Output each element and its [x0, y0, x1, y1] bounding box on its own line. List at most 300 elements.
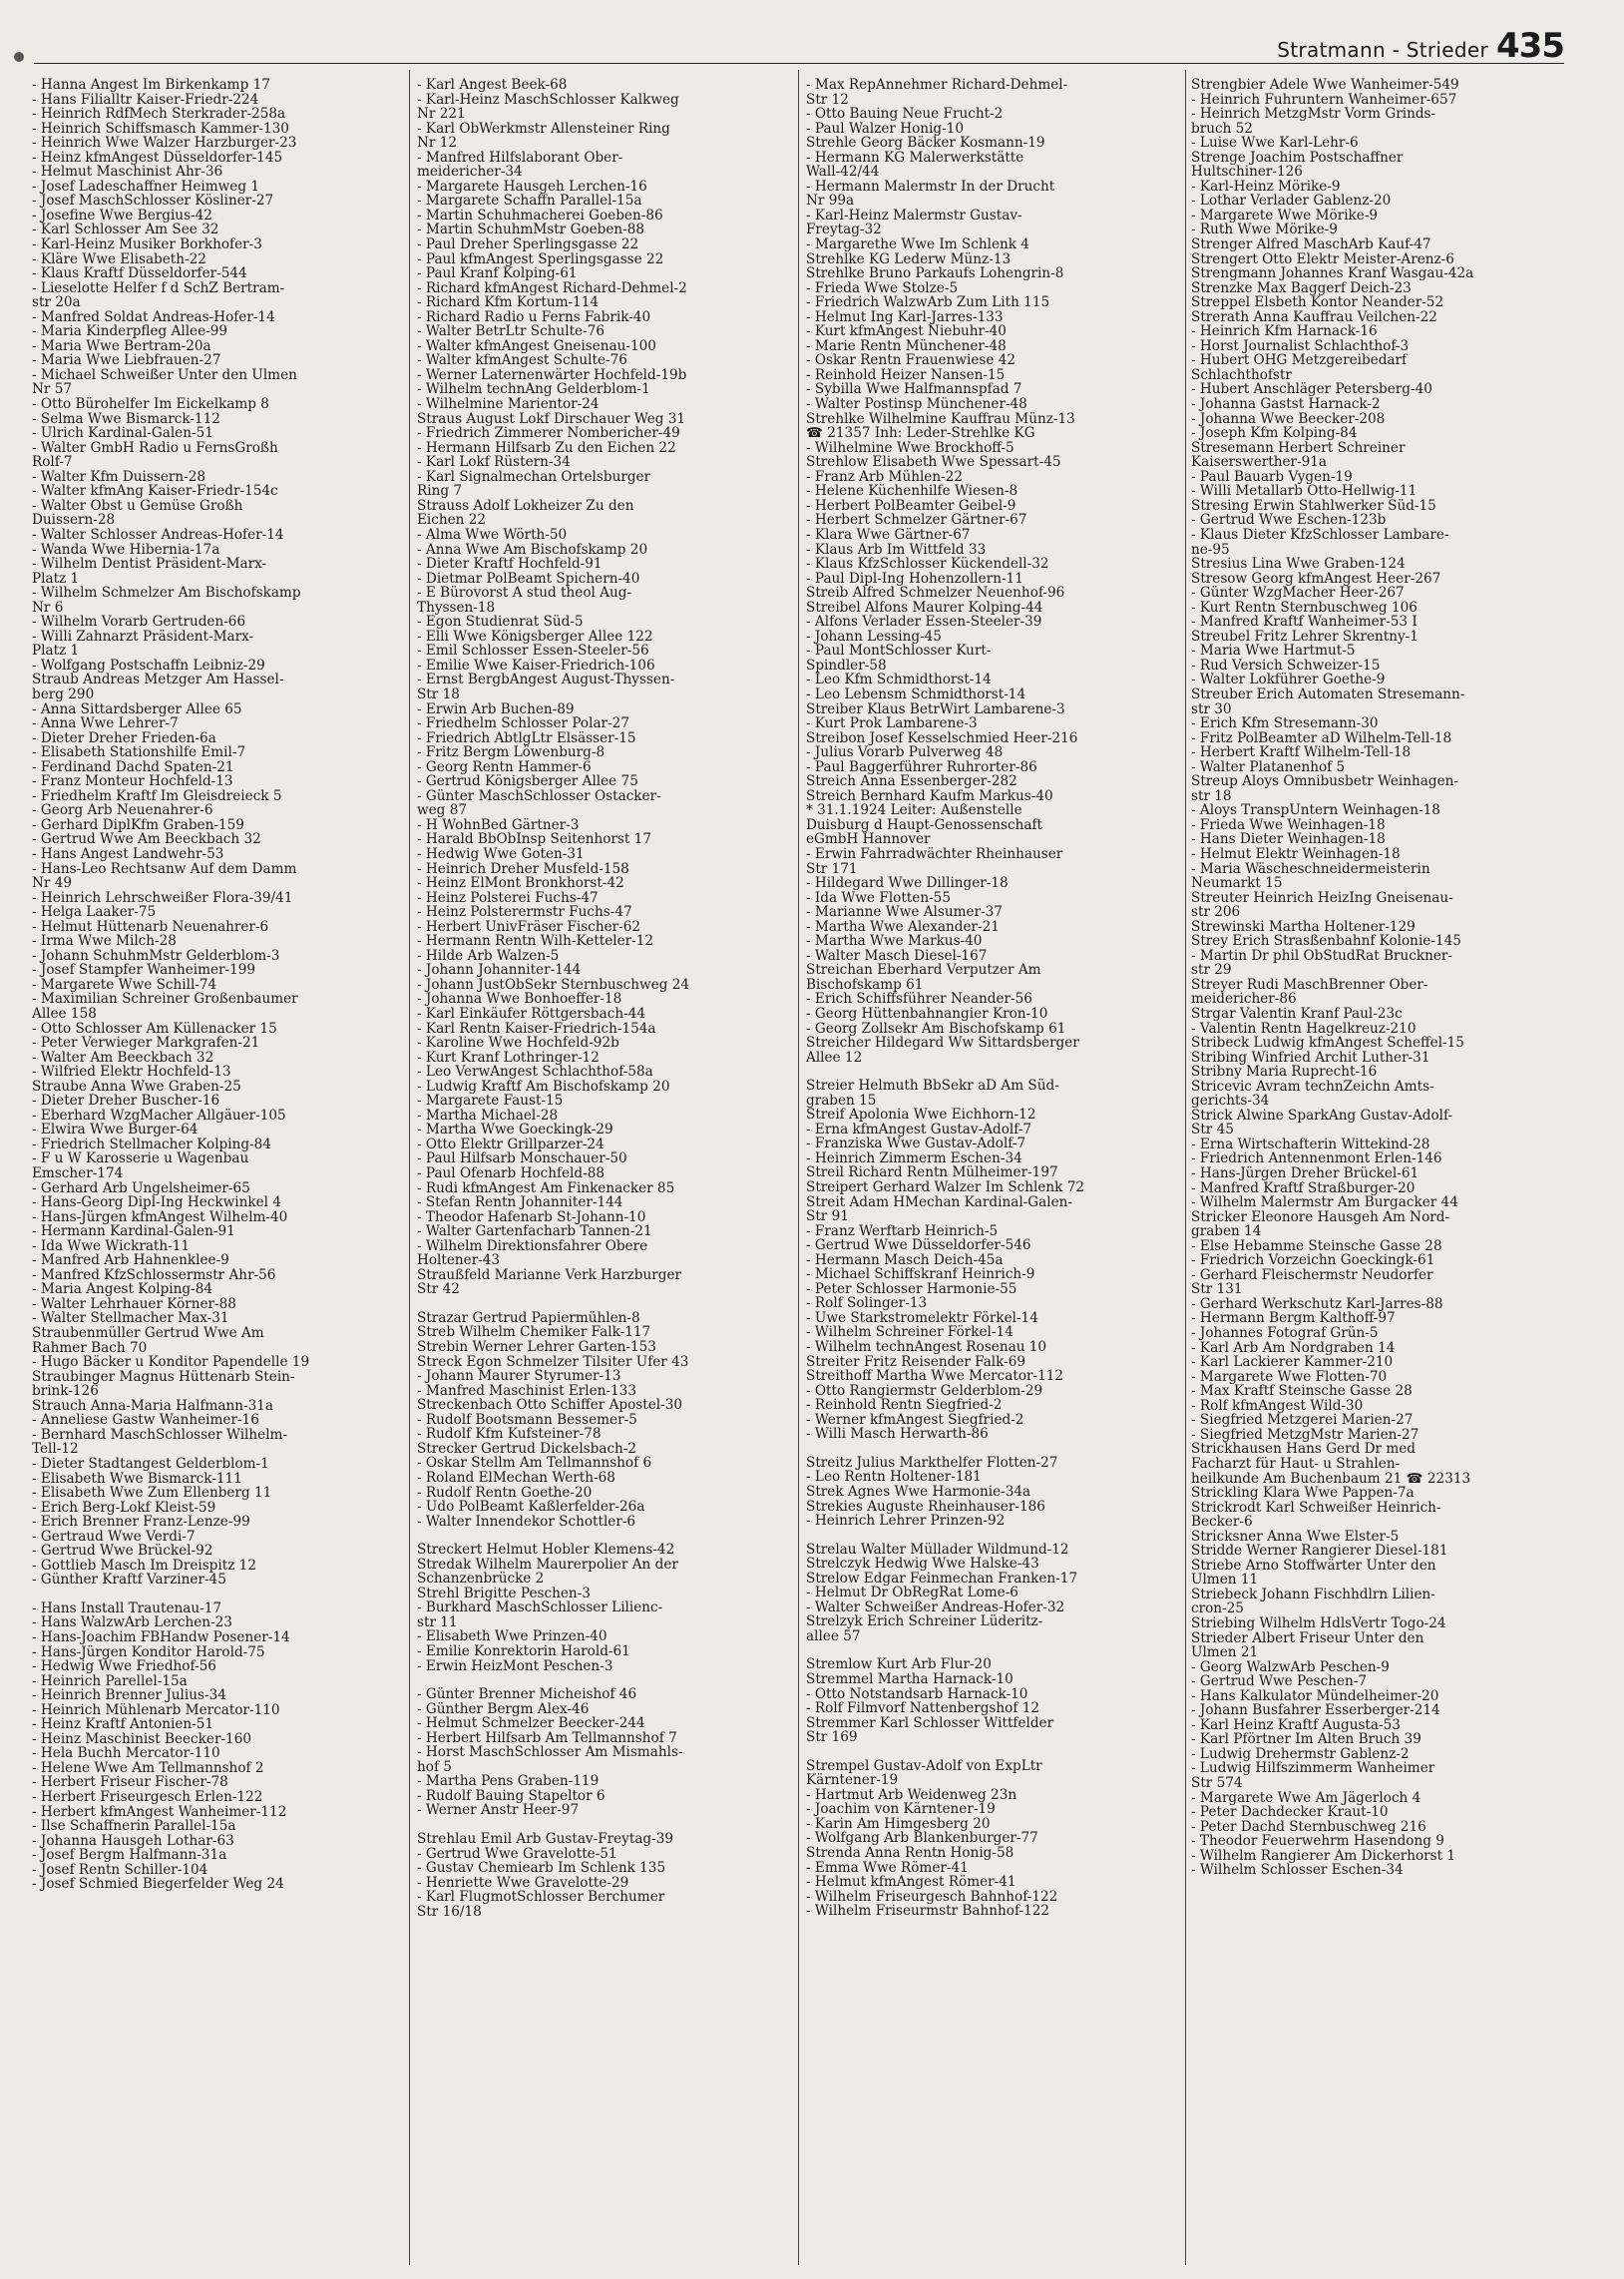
- directory-entry: - Johann JustObSekr Sternbuschweg 24: [417, 977, 690, 993]
- directory-entry: - Helmut Dr ObRegRat Lome-6: [806, 1586, 1018, 1600]
- directory-entry: - Klaus Kraftf Düsseldorfer-544: [32, 266, 247, 281]
- directory-entry: Straubinger Magnus Hüttenarb Stein-: [32, 1369, 295, 1385]
- entry-gap: [417, 1673, 792, 1687]
- directory-entry: - H WohnBed Gärtner-3: [417, 817, 580, 833]
- directory-entry: Kaiserswerther-91a: [1191, 455, 1328, 470]
- directory-entry: berg 290: [32, 686, 95, 702]
- directory-entry: Streitz Julius Markthelfer Flotten-27: [806, 1455, 1058, 1471]
- directory-entry: - Hermann KG Malerwerkstätte: [806, 150, 1024, 166]
- directory-entry: - F u W Karosserie u Wagenbau: [32, 1151, 249, 1167]
- directory-entry: - Gertrud Königsberger Allee 75: [417, 774, 638, 789]
- directory-entry: - Roland ElMechan Werth-68: [417, 1470, 615, 1486]
- directory-entry: - Karin Am Himgesberg 20: [806, 1816, 991, 1832]
- directory-entry: - Rolf Filmvorf Nattenbergshof 12: [806, 1701, 1040, 1716]
- directory-entry: - Walter Masch Diesel-167: [806, 948, 988, 964]
- directory-entry: - Heinrich Brenner Julius-34: [32, 1688, 226, 1703]
- directory-entry: - Hartmut Arb Weidenweg 23n: [806, 1787, 1017, 1803]
- directory-entry: Stribeck Ludwig kfmAngest Scheffel-15: [1191, 1036, 1464, 1051]
- directory-entry: - Joachim von Kärntener-19: [806, 1802, 996, 1817]
- directory-entry: - Rudolf Rentn Goethe-20: [417, 1485, 593, 1501]
- directory-entry: Streich Anna Essenberger-282: [806, 774, 1017, 789]
- directory-entry: Stricker Eleonore Hausgeh Am Nord-: [1191, 1209, 1450, 1225]
- directory-entry: Streib Alfred Schmelzer Neuenhof-96: [806, 586, 1065, 601]
- directory-entry: - Ludwig Hilfszimmerm Wanheimer: [1191, 1761, 1435, 1776]
- directory-entry: - Karl Schlosser Am See 32: [32, 223, 219, 238]
- directory-entry: - Karl Einkäufer Röttgersbach-44: [417, 1007, 645, 1022]
- directory-entry: Strehlke Wilhelmine Kauffrau Münz-13: [806, 411, 1075, 427]
- directory-entry: - Manfred Arb Hahnenklee-9: [32, 1253, 229, 1268]
- directory-entry: - Wilhelm Friseurmstr Bahnhof-122: [806, 1904, 1050, 1919]
- directory-entry: - Helmut Schmelzer Beecker-244: [417, 1716, 645, 1731]
- directory-entry: - Frieda Wwe Stolze-5: [806, 280, 959, 296]
- directory-entry: - Hubert Anschläger Petersberg-40: [1191, 382, 1432, 398]
- directory-entry: - Karl-Heinz Musiker Borkhofer-3: [32, 237, 262, 252]
- directory-entry: - Stefan Rentn Johanniter-144: [417, 1195, 623, 1210]
- directory-entry: - Richard Radio u Ferns Fabrik-40: [417, 309, 651, 325]
- directory-entry: - Franz Arb Mühlen-22: [806, 469, 963, 485]
- directory-entry: - Josef Schmied Biegerfelder Weg 24: [32, 1877, 284, 1892]
- directory-entry: Hultschiner-126: [1191, 165, 1303, 180]
- directory-entry: Strehle Georg Bäcker Kosmann-19: [806, 136, 1045, 151]
- directory-entry: - Hans-Jürgen Konditor Harold-75: [32, 1644, 265, 1660]
- directory-entry: Streicher Hildegard Ww Sittardsberger: [806, 1036, 1079, 1051]
- directory-entry: - Max RepAnnehmer Richard-Dehmel-: [806, 78, 1068, 93]
- directory-entry: - Helmut Ing Karl-Jarres-133: [806, 309, 1004, 325]
- directory-entry: - Otto Schlosser Am Küllenacker 15: [32, 1021, 277, 1037]
- directory-entry: - Peter Schlosser Harmonie-55: [806, 1281, 1017, 1297]
- directory-entry: - Reinhold Heizer Nansen-15: [806, 367, 1006, 383]
- directory-entry: - Heinz Polsterei Fuchs-47: [417, 890, 599, 906]
- directory-entry: str 20a: [32, 295, 81, 310]
- directory-entry: - Kläre Wwe Elisabeth-22: [32, 251, 206, 267]
- directory-entry: - Manfred Hilfslaborant Ober-: [417, 150, 623, 166]
- directory-entry: - Marie Rentn Münchener-48: [806, 338, 1007, 354]
- directory-entry: allee 57: [806, 1628, 861, 1644]
- directory-entry: - Friedhelm Kraftf Im Gleisdreieck 5: [32, 788, 282, 804]
- directory-entry: Str 131: [1191, 1282, 1243, 1297]
- directory-entry: - Manfred Maschinist Erlen-133: [417, 1383, 636, 1399]
- directory-entry: - Paul Ofenarb Hochfeld-88: [417, 1166, 606, 1181]
- directory-entry: Rahmer Bach 70: [32, 1340, 148, 1356]
- directory-entry: Bischofskamp 61: [806, 977, 924, 993]
- directory-entry: - Klaus KfzSchlosser Kückendell-32: [806, 557, 1049, 572]
- directory-entry: - Friedrich Zimmerer Nombericher-49: [417, 426, 680, 441]
- directory-entry: - Hermann Malermstr In der Drucht: [806, 179, 1055, 195]
- entry-gap: [806, 1442, 1181, 1456]
- directory-entry: * 31.1.1924 Leiter: Außenstelle: [806, 803, 1022, 818]
- directory-entry: - Lothar Verlader Gablenz-20: [1191, 194, 1392, 209]
- directory-entry: Allee 12: [806, 1050, 863, 1066]
- directory-entry: Wall-42/44: [806, 165, 880, 180]
- directory-entry: - Friedhelm Schlosser Polar-27: [417, 716, 629, 731]
- directory-entry: - Wilhelmine Wwe Brockhoff-5: [806, 440, 1015, 456]
- directory-entry: - Willi Masch Herwarth-86: [806, 1427, 989, 1442]
- directory-entry: - Günther Kraftf Varziner-45: [32, 1573, 226, 1588]
- directory-entry: - Hanna Angest Im Birkenkamp 17: [32, 78, 270, 93]
- directory-entry: - Paul Bauarb Vygen-19: [1191, 469, 1353, 485]
- directory-entry: - Rud Versich Schweizer-15: [1191, 658, 1381, 674]
- column-3: [806, 78, 1181, 2273]
- directory-entry: Stresing Erwin Stahlwerker Süd-15: [1191, 498, 1436, 514]
- directory-entry: Streppel Elsbeth Kontor Neander-52: [1191, 295, 1444, 310]
- directory-entry: - Walter Postinsp Münchener-48: [806, 397, 1027, 412]
- directory-entry: meidericher-34: [417, 165, 523, 180]
- directory-entry: - Siegfried Metzgerei Marien-27: [1191, 1413, 1414, 1428]
- header-title: Stratmann - Strieder: [1277, 38, 1489, 62]
- directory-entry: Strehlke KG Lederw Münz-13: [806, 251, 1012, 267]
- directory-entry: - Hans-Georg Dipl-Ing Heckwinkel 4: [32, 1195, 281, 1210]
- directory-entry: - Kurt Prok Lambarene-3: [806, 716, 978, 731]
- directory-entry: - Wilfried Elektr Hochfeld-13: [32, 1065, 231, 1080]
- directory-entry: - Hans-Jürgen Dreher Brückel-61: [1191, 1166, 1420, 1181]
- directory-entry: Streckert Helmut Hobler Klemens-42: [417, 1543, 675, 1558]
- directory-entry: - Hela Buchh Mercator-110: [32, 1746, 220, 1761]
- directory-entry: - Harald BbObInsp Seitenhorst 17: [417, 832, 651, 847]
- directory-entry: - Helmut Elektr Weinhagen-18: [1191, 846, 1401, 862]
- directory-entry: Str 91: [806, 1209, 849, 1224]
- directory-entry: - Wilhelm Vorarb Gertruden-66: [32, 615, 246, 630]
- directory-entry: Stremlow Kurt Arb Flur-20: [806, 1657, 992, 1672]
- directory-entry: Stresemann Herbert Schreiner: [1191, 440, 1406, 456]
- directory-entry: - Erwin Fahrradwächter Rheinhauser: [806, 846, 1063, 862]
- directory-entry: - Hans Dieter Weinhagen-18: [1191, 832, 1386, 847]
- directory-entry: - Werner Anstr Heer-97: [417, 1803, 580, 1818]
- directory-entry: - Martha Michael-28: [417, 1108, 559, 1124]
- directory-entry: - Karl ObWerkmstr Allensteiner Ring: [417, 121, 670, 137]
- directory-entry: - Rudolf Bauing Stapeltor 6: [417, 1788, 606, 1804]
- directory-entry: - Ludwig Kraftf Am Bischofskamp 20: [417, 1079, 670, 1095]
- directory-entry: - Wilhelm Rangierer Am Dickerhorst 1: [1191, 1848, 1456, 1864]
- directory-entry: Strieder Albert Friseur Unter den: [1191, 1630, 1424, 1646]
- directory-entry: Strauch Anna-Maria Halfmann-31a: [32, 1398, 273, 1414]
- column-divider: [1185, 70, 1186, 2265]
- directory-entry: - Walter Kfm Duissern-28: [32, 469, 206, 485]
- directory-entry: - Johann Lessing-45: [806, 629, 942, 645]
- directory-entry: - Hermann Hilfsarb Zu den Eichen 22: [417, 440, 676, 456]
- directory-entry: graben 15: [806, 1093, 877, 1109]
- directory-entry: - Walter kfmAng Kaiser-Friedr-154c: [32, 484, 278, 499]
- directory-entry: - Udo PolBeamt Kaßlerfelder-26a: [417, 1500, 645, 1515]
- entry-gap: [806, 1529, 1181, 1543]
- directory-entry: - Erich Brenner Franz-Lenze-99: [32, 1515, 250, 1530]
- directory-entry: - Ida Wwe Wickrath-11: [32, 1238, 191, 1254]
- directory-entry: - Paul kfmAngest Sperlingsgasse 22: [417, 251, 664, 267]
- directory-entry: - Wanda Wwe Hibernia-17a: [32, 542, 220, 558]
- directory-entry: - Gertrud Wwe Gravelotte-51: [417, 1846, 617, 1862]
- directory-entry: - Georg Hüttenbahnangier Kron-10: [806, 1007, 1048, 1022]
- directory-entry: - Paul Walzer Honig-10: [806, 121, 964, 137]
- directory-entry: - Paul MontSchlosser Kurt-: [806, 644, 992, 659]
- directory-entry: Facharzt für Haut- u Strahlen-: [1191, 1456, 1401, 1472]
- directory-entry: - Heinrich Lehrschweißer Flora-39/41: [32, 890, 293, 906]
- directory-entry: - Rudolf Kfm Kufsteiner-78: [417, 1427, 602, 1442]
- directory-entry: - Hans Angest Landwehr-53: [32, 846, 224, 862]
- directory-entry: - Wilhelm technAng Gelderblom-1: [417, 382, 650, 398]
- directory-entry: - Hedwig Wwe Goten-31: [417, 846, 585, 862]
- directory-entry: - Ernst BergbAngest August-Thyssen-: [417, 673, 675, 687]
- directory-entry: Platz 1: [32, 644, 80, 659]
- directory-entry: - Hans-Jürgen kfmAngest Wilhelm-40: [32, 1209, 288, 1225]
- directory-entry: - Walter kfmAngest Schulte-76: [417, 353, 627, 368]
- directory-entry: - Johanna Gastst Harnack-2: [1191, 397, 1381, 412]
- directory-entry: - Günter WzgMacher Heer-267: [1191, 586, 1405, 601]
- directory-entry: - Friedrich Antennenmont Erlen-146: [1191, 1151, 1442, 1167]
- directory-entry: - Klaus Arb Im Wittfeld 33: [806, 542, 987, 558]
- directory-entry: - Dieter Kraftf Hochfeld-91: [417, 557, 603, 572]
- directory-entry: - Hans-Leo Rechtsanw Auf dem Damm: [32, 861, 297, 877]
- directory-entry: - Heinrich Kfm Harnack-16: [1191, 324, 1378, 339]
- directory-entry: - Rudi kfmAngest Am Finkenacker 85: [417, 1180, 675, 1196]
- directory-entry: Nr 12: [417, 136, 458, 151]
- directory-entry: str 29: [1191, 963, 1232, 978]
- directory-entry: - Johann Johanniter-144: [417, 963, 582, 978]
- directory-entry: - Margarethe Wwe Im Schlenk 4: [806, 237, 1029, 252]
- directory-entry: - Manfred KfzSchlossermstr Ahr-56: [32, 1267, 276, 1283]
- directory-entry: Strickrodt Karl Schweißer Heinrich-: [1191, 1500, 1441, 1516]
- directory-entry: Strengert Otto Elektr Meister-Arenz-6: [1191, 251, 1454, 267]
- directory-entry: - Erwin Arb Buchen-89: [417, 701, 575, 717]
- directory-entry: - Otto Bauing Neue Frucht-2: [806, 107, 1004, 122]
- column-1: [32, 78, 407, 2273]
- directory-entry: - Erwin HeizMont Peschen-3: [417, 1658, 613, 1674]
- directory-entry: ☎ 21357 Inh: Leder-Strehlke KG: [806, 426, 1035, 441]
- directory-entry: - Kurt kfmAngest Niebuhr-40: [806, 324, 1007, 339]
- directory-entry: - Hans Filialltr Kaiser-Friedr-224: [32, 92, 259, 108]
- directory-entry: - Friedrich AbtlgLtr Elsässer-15: [417, 730, 636, 746]
- directory-entry: - Otto Notstandsarb Harnack-10: [806, 1686, 1028, 1702]
- directory-entry: - Joseph Kfm Kolping-84: [1191, 426, 1358, 441]
- directory-entry: - Irma Wwe Milch-28: [32, 934, 177, 949]
- directory-entry: Streyer Rudi MaschBrenner Ober-: [1191, 977, 1428, 993]
- directory-entry: - Frieda Wwe Weinhagen-18: [1191, 817, 1386, 833]
- directory-entry: Straußfeld Marianne Verk Harzburger: [417, 1267, 681, 1283]
- header-rule: [34, 63, 1564, 64]
- directory-entry: - Emilie Wwe Kaiser-Friedrich-106: [417, 658, 655, 674]
- directory-entry: Streb Wilhelm Chemiker Falk-117: [417, 1325, 651, 1341]
- directory-entry: Strerath Anna Kauffrau Veilchen-22: [1191, 309, 1437, 325]
- directory-entry: - Herbert Hilfsarb Am Tellmannshof 7: [417, 1730, 677, 1746]
- directory-entry: Tell-12: [32, 1442, 79, 1457]
- directory-entry: - Anna Wwe Am Bischofskamp 20: [417, 542, 648, 558]
- directory-entry: - Josef Bergm Halfmann-31a: [32, 1848, 227, 1863]
- directory-entry: Streibel Alfons Maurer Kolping-44: [806, 600, 1043, 616]
- directory-entry: - Emma Wwe Römer-41: [806, 1860, 969, 1876]
- directory-entry: Nr 49: [32, 876, 73, 891]
- directory-entry: - Martin Dr phil ObStudRat Bruckner-: [1191, 948, 1453, 964]
- directory-entry: - Bernhard MaschSchlosser Wilhelm-: [32, 1427, 288, 1443]
- directory-entry: weg 87: [417, 803, 468, 818]
- directory-entry: Striebing Wilhelm HdlsVertr Togo-24: [1191, 1615, 1446, 1631]
- directory-entry: - Leo Lebensm Schmidthorst-14: [806, 686, 1026, 702]
- directory-entry: Strelczyk Hedwig Wwe Halske-43: [806, 1557, 1039, 1572]
- directory-entry: - Heinrich Zimmerm Eschen-34: [806, 1150, 1022, 1166]
- directory-entry: - Herbert Friseur Fischer-78: [32, 1775, 228, 1790]
- directory-entry: - Wilhelm Schreiner Förkel-14: [806, 1325, 1014, 1341]
- page-number: 435: [1496, 26, 1564, 66]
- directory-entry: - Elisabeth Stationshilfe Emil-7: [32, 745, 246, 760]
- directory-entry: Strewinski Martha Holtener-129: [1191, 919, 1416, 935]
- directory-entry: Nr 221: [417, 107, 466, 122]
- directory-entry: - Margarete Wwe Schill-74: [32, 977, 217, 993]
- directory-entry: heilkunde Am Buchenbaum 21 ☎ 22313: [1191, 1471, 1471, 1487]
- directory-entry: - Dieter Dreher Buscher-16: [32, 1094, 220, 1109]
- directory-entry: - Selma Wwe Bismarck-112: [32, 411, 220, 427]
- directory-entry: - Erich Kfm Stresemann-30: [1191, 716, 1379, 731]
- directory-entry: - Paul Hilfsarb Monschauer-50: [417, 1151, 627, 1167]
- directory-entry: - Maria Kinderpfleg Allee-99: [32, 324, 228, 339]
- directory-entry: - Manfred Soldat Andreas-Hofer-14: [32, 309, 275, 325]
- directory-entry: - Horst MaschSchlosser Am Mismahls-: [417, 1745, 683, 1760]
- directory-entry: - Erich Berg-Lokf Kleist-59: [32, 1500, 216, 1516]
- directory-entry: - Paul Baggerführer Ruhrorter-86: [806, 759, 1037, 775]
- directory-entry: Stricevic Avram technZeichn Amts-: [1191, 1079, 1434, 1095]
- directory-entry: - Johann Maurer Styrumer-13: [417, 1369, 621, 1384]
- directory-entry: Allee 158: [32, 1007, 97, 1022]
- directory-entry: - Karl Rentn Kaiser-Friedrich-154a: [417, 1021, 656, 1037]
- directory-entry: - Johanna Wwe Beecker-208: [1191, 411, 1386, 427]
- directory-entry: - Hildegard Wwe Dillinger-18: [806, 876, 1009, 891]
- directory-entry: - Walter Innendekor Schottler-6: [417, 1514, 636, 1530]
- directory-entry: Strebin Werner Lehrer Garten-153: [417, 1340, 656, 1355]
- directory-entry: - Heinrich Lehrer Prinzen-92: [806, 1514, 1006, 1529]
- directory-entry: - Dieter Stadtangest Gelderblom-1: [32, 1456, 269, 1472]
- directory-entry: eGmbH Hannover: [806, 832, 931, 847]
- directory-entry: Strelow Edgar Feinmechan Franken-17: [806, 1571, 1078, 1587]
- directory-entry: Strenge Joachim Postschaffner: [1191, 150, 1404, 166]
- directory-entry: - Wilhelm Dentist Präsident-Marx-: [32, 557, 267, 572]
- directory-entry: - Sybilla Wwe Halfmannspfad 7: [806, 382, 1022, 398]
- directory-entry: - Walter Stellmacher Max-31: [32, 1311, 229, 1327]
- directory-entry: - Leo Kfm Schmidthorst-14: [806, 673, 992, 687]
- directory-entry: - Martha Wwe Alexander-21: [806, 919, 1000, 935]
- directory-entry: Streit Adam HMechan Kardinal-Galen-: [806, 1194, 1072, 1210]
- directory-entry: - Walter Lehrhauer Körner-88: [32, 1296, 236, 1312]
- directory-entry: - Walter kfmAngest Gneisenau-100: [417, 338, 656, 354]
- entry-gap: [806, 1745, 1181, 1759]
- directory-entry: - Hans Install Trautenau-17: [32, 1600, 222, 1616]
- entry-gap: [806, 1643, 1181, 1657]
- directory-entry: - Erich Schiffsführer Neander-56: [806, 992, 1032, 1007]
- directory-entry: - Friedrich Stellmacher Kolping-84: [32, 1137, 271, 1152]
- directory-entry: Strengmann Johannes Kranf Wasgau-42a: [1191, 266, 1474, 281]
- directory-entry: - Herbert Kraftf Wilhelm-Tell-18: [1191, 745, 1412, 760]
- directory-entry: Stribing Winfried Archit Luther-31: [1191, 1050, 1430, 1066]
- directory-entry: - Hugo Bäcker u Konditor Papendelle 19: [32, 1355, 310, 1370]
- directory-entry: Streubel Fritz Lehrer Skrentny-1: [1191, 629, 1419, 645]
- directory-entry: Stremmer Karl Schlosser Wittfelder: [806, 1715, 1054, 1731]
- directory-entry: - Gertrud Wwe Düsseldorfer-546: [806, 1238, 1031, 1253]
- directory-entry: Strehlau Emil Arb Gustav-Freytag-39: [417, 1831, 674, 1847]
- directory-entry: - Herbert PolBeamter Geibel-9: [806, 498, 1016, 514]
- directory-entry: - Eberhard WzgMacher Allgäuer-105: [32, 1108, 286, 1124]
- directory-entry: - Karl FlugmotSchlosser Berchumer: [417, 1890, 665, 1905]
- directory-entry: - Josef Rentn Schiller-104: [32, 1862, 208, 1878]
- directory-entry: - Heinrich Fuhruntern Wanheimer-657: [1191, 92, 1457, 108]
- directory-entry: - Erna kfmAngest Gustav-Adolf-7: [806, 1122, 1032, 1138]
- directory-entry: Nr 99a: [806, 194, 855, 209]
- directory-entry: Ulmen 21: [1191, 1645, 1259, 1660]
- directory-entry: - Rolf kfmAngest Wild-30: [1191, 1398, 1364, 1414]
- directory-entry: - Gerhard Arb Ungelsheimer-65: [32, 1180, 250, 1196]
- directory-entry: Streiber Klaus BetrWirt Lambarene-3: [806, 701, 1065, 717]
- directory-entry: - Helene Wwe Am Tellmannshof 2: [32, 1760, 264, 1776]
- directory-entry: - Willi Metallarb Otto-Hellwig-11: [1191, 484, 1418, 499]
- directory-entry: - Helmut Maschinist Ahr-36: [32, 165, 223, 180]
- directory-entry: - Rolf Solinger-13: [806, 1296, 928, 1311]
- directory-entry: Strelau Walter Müllader Wildmund-12: [806, 1542, 1069, 1558]
- directory-entry: - Karl Angest Beek-68: [417, 78, 568, 93]
- directory-entry: - Paul Kranf Kolping-61: [417, 266, 578, 281]
- directory-entry: - Josef Stampfer Wanheimer-199: [32, 963, 256, 978]
- directory-entry: - Oskar Stellm Am Tellmannshof 6: [417, 1456, 652, 1471]
- directory-entry: Streithoff Martha Wwe Mercator-112: [806, 1369, 1064, 1384]
- directory-entry: - Johannes Fotograf Grün-5: [1191, 1326, 1379, 1341]
- directory-entry: str 18: [1191, 788, 1232, 804]
- directory-entry: - Uwe Starkstromelektr Förkel-14: [806, 1310, 1038, 1326]
- column-2: [417, 78, 792, 2273]
- directory-entry: Streuber Erich Automaten Stresemann-: [1191, 686, 1465, 702]
- directory-entry: - Martha Pens Graben-119: [417, 1774, 600, 1789]
- directory-entry: Stremmel Martha Harnack-10: [806, 1671, 1014, 1687]
- directory-entry: Strazar Gertrud Papiermühlen-8: [417, 1310, 640, 1326]
- directory-entry: Strauss Adolf Lokheizer Zu den: [417, 498, 634, 514]
- directory-entry: graben 14: [1191, 1224, 1262, 1239]
- directory-entry: - Aloys TranspUntern Weinhagen-18: [1191, 803, 1440, 818]
- directory-entry: - Heinrich Parellel-15a: [32, 1673, 188, 1689]
- entry-gap: [32, 1588, 407, 1601]
- directory-entry: - Josefine Wwe Bergius-42: [32, 208, 212, 224]
- directory-entry: - Horst Journalist Schlachthof-3: [1191, 338, 1410, 354]
- directory-entry: str 11: [417, 1614, 458, 1630]
- directory-entry: - Hilde Arb Walzen-5: [417, 948, 560, 964]
- entry-gap: [417, 1529, 792, 1543]
- directory-entry: - Reinhold Rentn Siegfried-2: [806, 1398, 1003, 1413]
- directory-entry: - Elli Wwe Königsberger Allee 122: [417, 629, 653, 645]
- directory-entry: - Georg Rentn Hammer-6: [417, 759, 592, 775]
- directory-entry: meidericher-86: [1191, 992, 1297, 1007]
- directory-entry: - Maria Wwe Bertram-20a: [32, 338, 211, 354]
- directory-entry: - Kurt Kranf Lothringer-12: [417, 1050, 600, 1066]
- directory-entry: Duisburg d Haupt-Genossenschaft: [806, 817, 1042, 833]
- directory-entry: - Johann Busfahrer Esserberger-214: [1191, 1703, 1440, 1718]
- entry-gap: [806, 1065, 1181, 1079]
- directory-entry: Strehlke Bruno Parkaufs Lohengrin-8: [806, 266, 1064, 281]
- directory-entry: Streckenbach Otto Schiffer Apostel-30: [417, 1398, 683, 1413]
- directory-entry: bruch 52: [1191, 121, 1253, 137]
- directory-entry: - Heinrich MetzgMstr Vorm Grinds-: [1191, 107, 1436, 122]
- directory-entry: Striebe Arno Stoffwärter Unter den: [1191, 1558, 1436, 1574]
- directory-entry: - Ruth Wwe Mörike-9: [1191, 223, 1338, 238]
- directory-entry: - Heinz kfmAngest Düsseldorfer-145: [32, 150, 283, 166]
- column-4: [1191, 78, 1566, 2273]
- directory-entry: - Gertraud Wwe Verdi-7: [32, 1529, 196, 1545]
- directory-entry: - Helmut Hüttenarb Neuenahrer-6: [32, 919, 269, 935]
- directory-entry: - Peter Verwieger Markgrafen-21: [32, 1036, 260, 1051]
- directory-entry: Rolf-7: [32, 455, 73, 470]
- directory-entry: - Margarete Wwe Am Jägerloch 4: [1191, 1790, 1421, 1806]
- directory-entry: Duissern-28: [32, 513, 116, 528]
- directory-entry: - Marianne Wwe Alsumer-37: [806, 905, 1003, 920]
- directory-entry: - Walter Platanenhof 5: [1191, 759, 1346, 775]
- directory-entry: - Burkhard MaschSchlosser Lilienc-: [417, 1600, 663, 1615]
- directory-entry: Strempel Gustav-Adolf von ExpLtr: [806, 1758, 1042, 1774]
- directory-entry: Strenzke Max Baggerf Deich-23: [1191, 280, 1412, 296]
- directory-entry: - Ilse Schaffnerin Parallel-15a: [32, 1819, 236, 1834]
- directory-entry: - Erna Wirtschafterin Wittekind-28: [1191, 1137, 1430, 1152]
- directory-entry: Nr 6: [32, 600, 64, 616]
- directory-entry: - Franz Werftarb Heinrich-5: [806, 1223, 999, 1239]
- directory-entry: - Valentin Rentn Hagelkreuz-210: [1191, 1021, 1417, 1037]
